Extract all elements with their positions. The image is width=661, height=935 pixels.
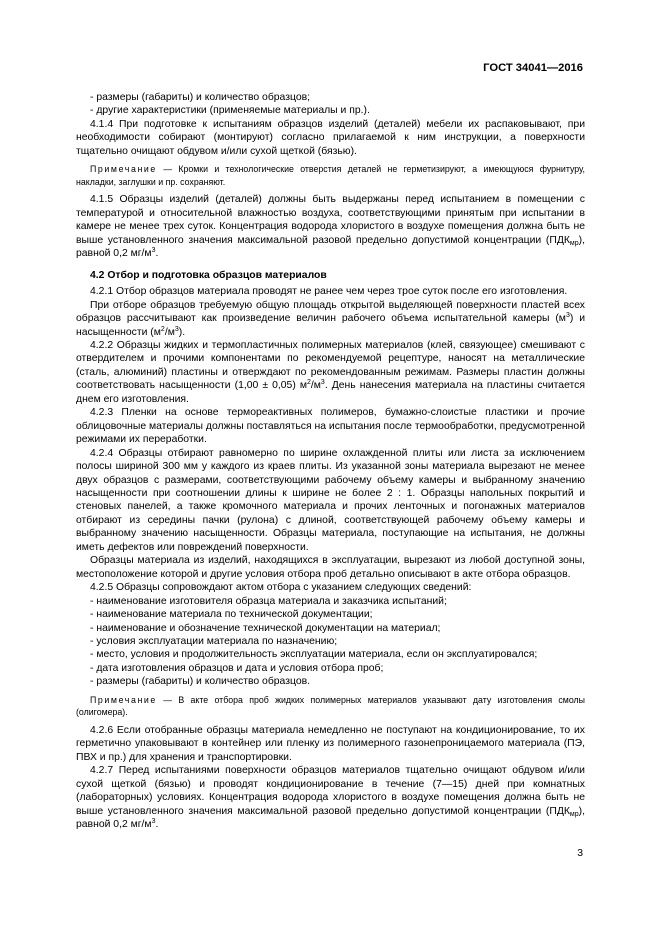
paragraph-4-2-6: 4.2.6 Если отобранные образцы материала немедленно не поступают на кондиционирование, то их герметично упаковывают в контейнер или пленку из полимерного газонепроницаемого материала (ПЭ, ПВХ и пр.) для хранения и транспортировки.	[76, 724, 585, 763]
text: ).	[178, 326, 186, 338]
page-number: 3	[577, 848, 583, 859]
paragraph-4-2-4: 4.2.4 Образцы отбирают равномерно по ширине охлажденной плиты или листа за исключением полосы шириной 300 мм у каждого из краев плиты. Из указанной зоны материала вырезают не менее двух образцов с размерами, соответствующими рабочему объему камеры и выбранному значению насыщенности при соотношении длины к ширине не более 2 : 1. Образцы напольных покрытий и стеновых панелей, а также кромочного материала и прочих ленточных и погонажных материалов отбирают из середины пачки (рулона) с длиной, соответствующей рабочему объему камеры и выбранному значению насыщенности. Образцы материала, поступающие на испытания, не должны иметь дефектов или повреждений поверхности.	[76, 447, 585, 553]
list-item: - дата изготовления образцов и дата и условия отбора проб;	[90, 662, 384, 674]
list-item: - наименование изготовителя образца материала и заказчика испытаний;	[90, 595, 447, 607]
text: При отборе образцов требуемую общую площадь открытой выделяющей поверхности пластей всех образцов рассчитывают как произведение величин рабочего объема испытательной камеры (м	[76, 299, 585, 325]
superscript: 3	[151, 247, 156, 255]
subscript: мр	[569, 239, 579, 247]
superscript: 3	[565, 312, 570, 320]
text: ), равной 0,2 мг/м	[76, 234, 585, 260]
paragraph-4-1-4: 4.1.4 При подготовке к испытаниям образцов изделий (деталей) мебели их распаковывают, при необходимости собирают (монтируют) согласно прилагаемой к ним инструкции, а поверхности тщательно очищают обдувом и/или сухой щеткой (бязью).	[76, 118, 585, 157]
paragraph-4-1-5	[76, 193, 585, 260]
text: ) и насыщенности (м	[76, 313, 585, 338]
text: .	[155, 248, 159, 260]
paragraph-4-2-3: 4.2.3 Пленки на основе термореактивных полимеров, бумажно-слоистые пластики и прочие облицовочные материалы должны поставляться на испытания после термообработки, предусмотренной режимами их переработки.	[76, 407, 585, 446]
list-item: - наименование и обозначение технической документации на материал;	[90, 622, 441, 634]
text: 4.2.7 Перед испытаниями поверхности образцов материалов тщательно очищают обдувом и/или сухой щеткой (бязью) и проводят кондиционирование в течение (7—15) дней при комнатных (лабораторных) условиях. Концентрация водорода хлористого в воздухе помещения должна быть не выше установленного значения максимальной разовой предельно допустимой концентрации (ПДК	[76, 765, 585, 817]
paragraph	[76, 299, 585, 339]
paragraph: Образцы материала из изделий, находящихся в эксплуатации, вырезают из любой доступной зоны, местоположение которой и другие условия отбора проб детально описывают в акте отбора образцов.	[76, 555, 585, 580]
superscript: 2	[306, 379, 311, 387]
section-heading-4-2: 4.2 Отбор и подготовка образцов материалов	[90, 269, 327, 281]
text: 4.1.5 Образцы изделий (деталей) должны быть выдержаны перед испытанием в помещении с температурой и относительной влажностью воздуха, соответствующими принятым при испытании в камере не менее трех суток. Концентрация водорода хлористого в воздухе помещения должна быть не выше установленного значения максимальной разовой предельно допустимой концентрации (ПДК	[76, 194, 585, 246]
paragraph-4-2-2	[76, 339, 585, 406]
text: .	[155, 819, 159, 831]
note-label: Примечание	[90, 694, 157, 705]
document-body	[76, 91, 585, 832]
text: 4.2.2 Образцы жидких и термопластичных полимерных материалов (клей, связующее) смешивают с отвердителем и прочими компонентами по рекомендуемой рецептуре, наносят на металлические (сталь, алюминий) пластины и отверждают по рекомендованным режимам. Размеры пластин должны соответствовать насыщенности (1,00 ± 0,05) м	[76, 339, 585, 392]
list-item: - условия эксплуатации материала по назначению;	[90, 635, 338, 647]
text: /м	[164, 326, 175, 338]
superscript: 3	[320, 379, 325, 387]
superscript: 3	[151, 818, 156, 826]
note-1	[76, 163, 585, 188]
list-item: - наименование материала по технической документации;	[90, 609, 373, 621]
document-id: ГОСТ 34041—2016	[483, 62, 583, 74]
text: /м	[310, 380, 321, 392]
note-label: Примечание	[90, 164, 157, 175]
subscript: мр	[569, 810, 579, 818]
list-item: - размеры (габариты) и количество образцов;	[90, 92, 310, 103]
note-text: — Кромки и технологические отверстия деталей не герметизируют, а имеющуюся фурнитуру, накладки, заглушки и пр. сохраняют.	[76, 164, 585, 187]
text: ), равной 0,2 мг/м	[76, 805, 585, 831]
list-item: - место, условия и продолжительность эксплуатации материала, если он эксплуатировался;	[90, 649, 538, 661]
superscript: 2	[160, 325, 165, 333]
text: . День нанесения материала на пластины считается днем его изготовления.	[76, 380, 585, 405]
note-2	[76, 694, 585, 719]
note-text: — В акте отбора проб жидких полимерных материалов указывают дату изготовления смолы (олигомера).	[76, 694, 585, 718]
list-item: - другие характеристики (применяемые материалы и пр.).	[90, 105, 370, 117]
paragraph-4-2-7	[76, 764, 585, 831]
paragraph-4-2-5: 4.2.5 Образцы сопровождают актом отбора с указанием следующих сведений:	[90, 582, 472, 594]
superscript: 3	[174, 325, 179, 333]
list-item: - размеры (габариты) и количество образцов.	[90, 676, 310, 688]
paragraph-4-2-1: 4.2.1 Отбор образцов материала проводят не ранее чем через трое суток после его изготовления.	[90, 286, 568, 298]
